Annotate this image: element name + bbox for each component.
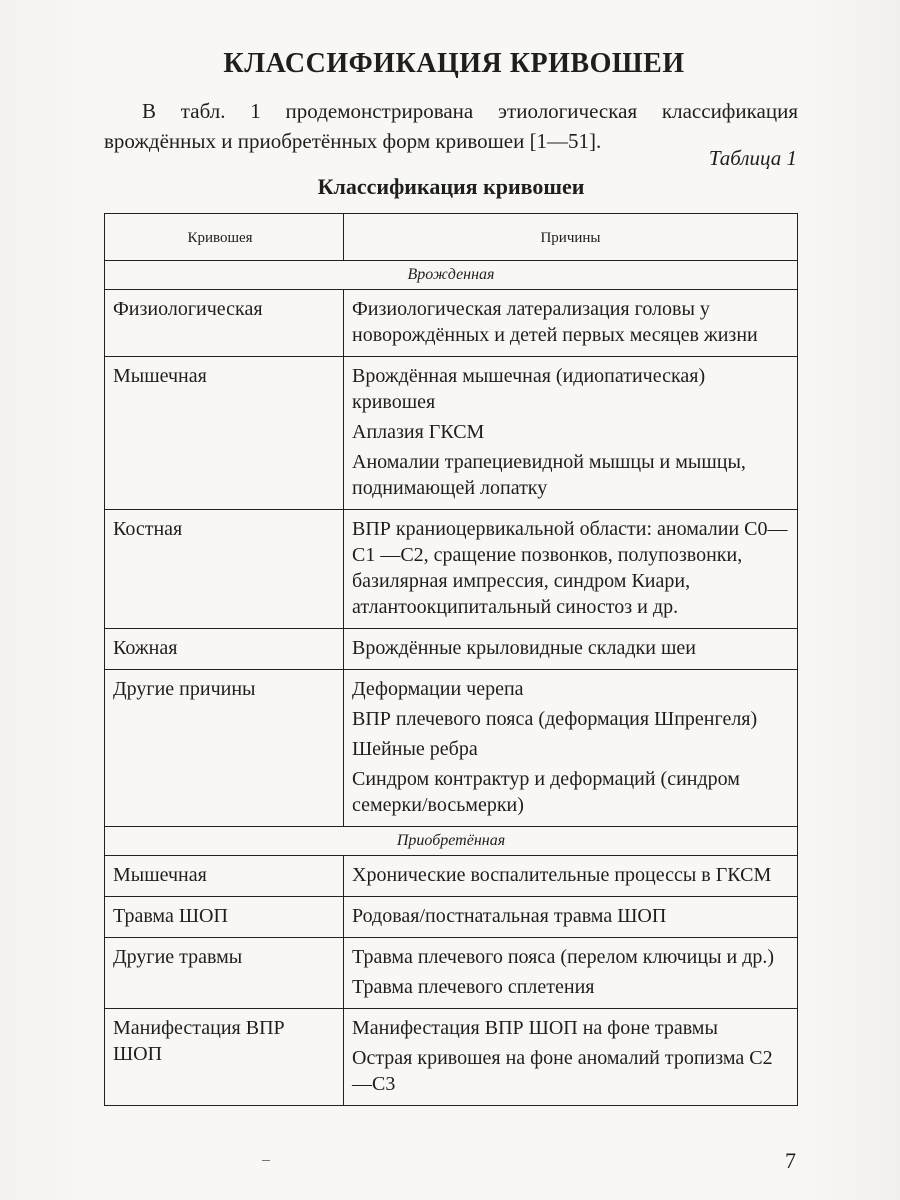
table-row [105,670,798,827]
section-row [105,261,798,290]
intro-paragraph [104,96,798,156]
causes-cell [344,629,798,670]
table-title: Классификация кривошеи [317,174,585,199]
torticollis-type-cell: Мышечная [105,357,344,510]
cause-item: Манифестация ВПР ШОП на фоне травмы [352,1017,718,1039]
cause-item: Врождённые крыловидные складки шеи [352,637,696,659]
cause-item: Деформации черепа [352,678,524,700]
header-causes: Причины [344,214,798,261]
section-title: Врожденная [105,261,798,290]
table-row [105,938,798,1009]
table-row [105,357,798,510]
torticollis-type-cell: Другие травмы [105,938,344,1009]
torticollis-type-cell: Травма ШОП [105,897,344,938]
torticollis-type-cell: Манифестация ВПР ШОП [105,1009,344,1106]
causes-cell [344,357,798,510]
table-row [105,856,798,897]
cause-item: Острая кривошея на фоне аномалий тропизма С2—С3 [352,1047,773,1095]
cause-item: Родовая/постнатальная травма ШОП [352,905,667,927]
torticollis-type-cell: Другие причины [105,670,344,827]
page-number: 7 [785,1148,796,1173]
torticollis-type-cell: Кожная [105,629,344,670]
table-row [105,897,798,938]
chapter-title: КЛАССИФИКАЦИЯ КРИВОШЕИ [223,48,685,79]
table-body [105,261,798,1106]
causes-cell [344,897,798,938]
classification-table [104,213,798,1106]
table-row [105,510,798,629]
cause-item: Аномалии трапециевидной мышцы и мышцы, поднимающей лопатку [352,451,746,499]
causes-cell [344,290,798,357]
table-row [105,629,798,670]
table-header-row [105,214,798,261]
cause-item: Травма плечевого сплетения [352,976,595,998]
section-row [105,827,798,856]
torticollis-type-cell: Мышечная [105,856,344,897]
causes-cell [344,1009,798,1106]
causes-cell [344,670,798,827]
cause-item: Хронические воспалительные процессы в ГКСМ [352,864,772,886]
cause-item: Врождённая мышечная (идиопатическая) кривошея [352,365,706,413]
table-label: Таблица 1 [708,146,797,170]
cause-item: Физиологическая латерализация головы у новорождённых и детей первых месяцев жизни [352,298,758,346]
cause-item: Травма плечевого пояса (перелом ключицы и др.) [352,946,775,968]
intro-text: В табл. 1 продемонстрирована этиологическая классификация врождённых и приобретённых форм кривошеи [1—51]. [104,99,798,153]
table-row [105,1009,798,1106]
section-title: Приобретённая [105,827,798,856]
torticollis-type-cell: Физиологическая [105,290,344,357]
cause-item: Синдром контрактур и деформаций (синдром семерки/восьмерки) [352,768,740,816]
cause-item: ВПР плечевого пояса (деформация Шпренгеля) [352,708,758,730]
print-mark [262,1160,270,1161]
cause-item: ВПР краниоцервикальной области: аномалии С0—С1 —С2, сращение позвонков, полупозвонки, базилярная импрессия, синдром Киари, атлантоокципитальный синостоз и др. [352,518,788,618]
causes-cell [344,938,798,1009]
causes-cell [344,856,798,897]
torticollis-type-cell: Костная [105,510,344,629]
header-type: Кривошея [105,214,344,261]
causes-cell [344,510,798,629]
cause-item: Шейные ребра [352,738,478,760]
table-row [105,290,798,357]
cause-item: Аплазия ГКСМ [352,421,485,443]
